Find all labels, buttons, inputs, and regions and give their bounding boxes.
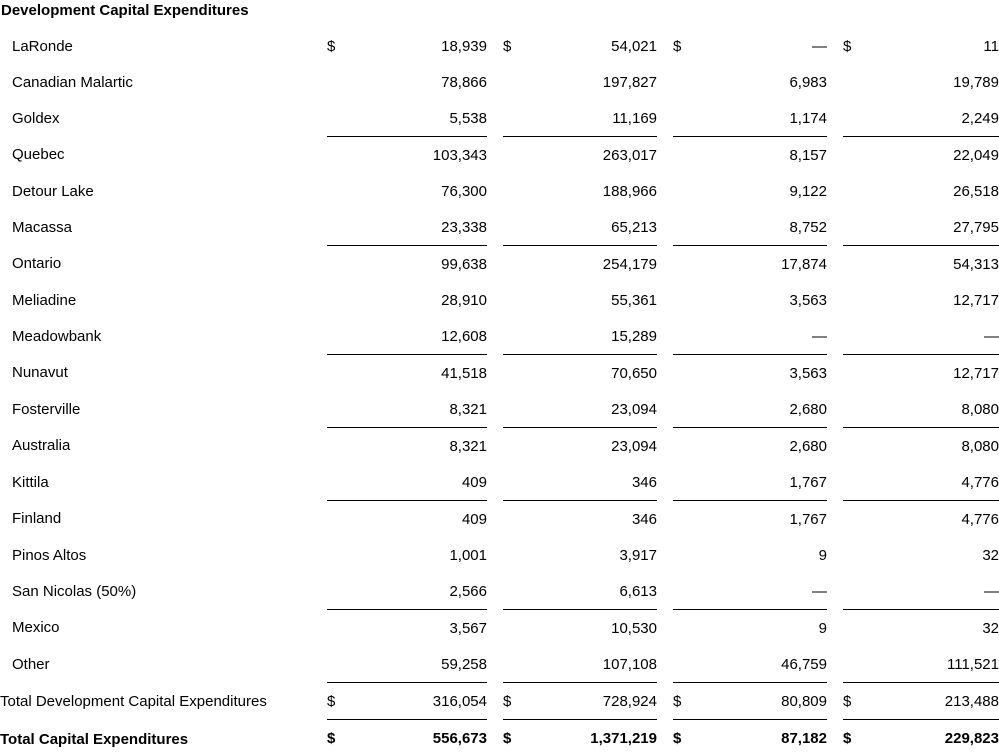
value-cell: 3,567 xyxy=(449,619,487,637)
dollar-sign-cell xyxy=(673,537,699,573)
table-row xyxy=(0,391,999,428)
dollar-sign-cell xyxy=(843,246,869,283)
value-cell: 2,249 xyxy=(869,100,999,137)
table-row xyxy=(0,246,999,283)
value-cell: 728,924 xyxy=(529,683,657,720)
value-cell: 4,776 xyxy=(961,510,999,528)
value-cell: 346 xyxy=(529,464,657,501)
table-row xyxy=(0,464,999,501)
column-gap xyxy=(487,501,503,538)
column-gap xyxy=(487,537,503,573)
table-row xyxy=(0,646,999,683)
column-gap xyxy=(827,173,843,209)
row-label: Other xyxy=(12,655,50,673)
row-label: Finland xyxy=(12,510,62,528)
value-cell: 103,343 xyxy=(432,146,487,164)
value-cell: 8,080 xyxy=(961,437,999,455)
dollar-sign-cell xyxy=(503,428,529,465)
dollar-sign-cell xyxy=(673,573,699,610)
dollar-sign-cell xyxy=(327,246,353,283)
value-cell: 32 xyxy=(982,546,999,564)
row-label: Quebec xyxy=(12,146,65,164)
column-gap xyxy=(657,318,673,355)
dollar-sign-cell xyxy=(673,318,699,355)
value-cell: 23,094 xyxy=(611,437,657,455)
table-row xyxy=(0,137,999,174)
value-cell: 229,823 xyxy=(869,720,999,753)
dollar-sign-cell xyxy=(327,100,353,137)
column-gap xyxy=(487,428,503,465)
dollar-sign-cell: $ xyxy=(503,720,529,753)
dollar-sign-cell xyxy=(673,246,699,283)
value-cell: 1,371,219 xyxy=(529,720,657,753)
table-row xyxy=(0,573,999,610)
value-cell: 8,321 xyxy=(353,391,487,428)
row-label: Goldex xyxy=(12,109,60,127)
column-gap xyxy=(487,720,503,753)
dollar-sign-cell xyxy=(327,318,353,355)
row-label: Mexico xyxy=(12,619,60,637)
row-label: Ontario xyxy=(12,255,62,273)
column-gap xyxy=(487,318,503,355)
dollar-sign-cell xyxy=(327,137,353,174)
value-cell: 5,538 xyxy=(353,100,487,137)
column-gap xyxy=(487,137,503,174)
value-cell: — xyxy=(699,573,827,610)
column-gap xyxy=(657,355,673,392)
value-cell: 188,966 xyxy=(602,182,657,200)
column-gap xyxy=(827,282,843,318)
value-cell: 54,021 xyxy=(611,37,657,55)
column-gap xyxy=(827,464,843,501)
value-cell: 107,108 xyxy=(529,646,657,683)
table-row xyxy=(0,318,999,355)
dollar-sign-cell xyxy=(503,501,529,538)
value-cell: 197,827 xyxy=(602,73,657,91)
dollar-sign-cell xyxy=(503,537,529,573)
value-cell: 9,122 xyxy=(789,182,827,200)
column-gap xyxy=(657,137,673,174)
column-gap xyxy=(657,428,673,465)
dollar-sign-cell xyxy=(673,391,699,428)
row-label: Kittila xyxy=(12,473,49,491)
dollar-sign-cell xyxy=(503,282,529,318)
dollar-sign-cell: $ xyxy=(673,683,699,720)
dollar-sign-cell xyxy=(673,428,699,465)
column-gap xyxy=(827,246,843,283)
row-label: LaRonde xyxy=(12,37,73,55)
dollar-sign-cell xyxy=(673,646,699,683)
value-cell: 8,157 xyxy=(789,146,827,164)
row-label: Canadian Malartic xyxy=(12,73,133,91)
column-gap xyxy=(827,428,843,465)
dollar-sign-cell xyxy=(503,137,529,174)
dollar-sign-cell xyxy=(327,355,353,392)
column-gap xyxy=(657,64,673,100)
dollar-sign-cell: $ xyxy=(327,37,336,55)
column-gap xyxy=(657,537,673,573)
dollar-sign-cell xyxy=(503,646,529,683)
dollar-sign-cell xyxy=(503,173,529,209)
table-row xyxy=(0,28,999,64)
column-gap xyxy=(487,282,503,318)
dollar-sign-cell xyxy=(843,318,869,355)
dollar-sign-cell xyxy=(673,464,699,501)
dollar-sign-cell xyxy=(327,501,353,538)
value-cell: 1,174 xyxy=(699,100,827,137)
value-cell: 3,563 xyxy=(789,364,827,382)
column-gap xyxy=(827,646,843,683)
value-cell: 409 xyxy=(461,510,487,528)
row-label: San Nicolas (50%) xyxy=(12,582,137,600)
dollar-sign-cell: $ xyxy=(327,683,353,720)
column-gap xyxy=(827,64,843,100)
value-cell: 55,361 xyxy=(611,291,657,309)
value-cell: 2,680 xyxy=(789,437,827,455)
table-row xyxy=(0,501,999,538)
column-gap xyxy=(827,209,843,246)
value-cell: 26,518 xyxy=(953,182,999,200)
dollar-sign-cell: $ xyxy=(503,37,512,55)
column-gap xyxy=(827,28,843,64)
column-gap xyxy=(827,683,843,720)
dollar-sign-cell xyxy=(673,64,699,100)
value-cell: — xyxy=(869,573,999,610)
row-label: Meliadine xyxy=(12,291,77,309)
dollar-sign-cell xyxy=(843,355,869,392)
value-cell: 409 xyxy=(353,464,487,501)
dollar-sign-cell xyxy=(327,428,353,465)
column-gap xyxy=(487,610,503,647)
dollar-sign-cell xyxy=(843,137,869,174)
dollar-sign-cell: $ xyxy=(503,683,529,720)
dollar-sign-cell xyxy=(843,64,869,100)
column-gap xyxy=(657,464,673,501)
table-row xyxy=(0,683,999,720)
value-cell: 59,258 xyxy=(353,646,487,683)
dollar-sign-cell xyxy=(503,318,529,355)
value-cell: 8,752 xyxy=(699,209,827,246)
column-gap xyxy=(827,501,843,538)
value-cell: 78,866 xyxy=(441,73,487,91)
dollar-sign-cell xyxy=(673,209,699,246)
value-cell: 8,321 xyxy=(449,437,487,455)
column-gap xyxy=(487,64,503,100)
dollar-sign-cell xyxy=(327,646,353,683)
row-label: Total Capital Expenditures xyxy=(0,730,189,748)
dollar-sign-cell xyxy=(843,537,869,573)
table-row xyxy=(0,173,999,209)
column-gap xyxy=(487,646,503,683)
column-gap xyxy=(487,28,503,64)
value-cell: 70,650 xyxy=(611,364,657,382)
value-cell: 254,179 xyxy=(602,255,657,273)
dollar-sign-cell xyxy=(843,573,869,610)
dollar-sign-cell xyxy=(503,391,529,428)
dollar-sign-cell xyxy=(327,173,353,209)
dollar-sign-cell xyxy=(843,209,869,246)
column-gap xyxy=(657,501,673,538)
row-label: Detour Lake xyxy=(12,182,94,200)
column-gap xyxy=(657,573,673,610)
value-cell: 19,789 xyxy=(953,73,999,91)
value-cell: 18,939 xyxy=(441,37,487,55)
dollar-sign-cell xyxy=(327,464,353,501)
value-cell: 12,717 xyxy=(953,364,999,382)
dollar-sign-cell xyxy=(503,100,529,137)
column-gap xyxy=(827,573,843,610)
dollar-sign-cell xyxy=(673,173,699,209)
row-label: Fosterville xyxy=(12,400,81,418)
table-row xyxy=(0,610,999,647)
row-label: Total Development Capital Expenditures xyxy=(0,692,267,710)
column-gap xyxy=(657,28,673,64)
value-cell: 15,289 xyxy=(529,318,657,355)
value-cell: 4,776 xyxy=(869,464,999,501)
value-cell: 80,809 xyxy=(699,683,827,720)
column-gap xyxy=(657,282,673,318)
value-cell: 54,313 xyxy=(953,255,999,273)
dollar-sign-cell: $ xyxy=(673,37,682,55)
column-gap xyxy=(487,100,503,137)
table-row xyxy=(0,100,999,137)
dollar-sign-cell xyxy=(673,282,699,318)
dollar-sign-cell xyxy=(673,137,699,174)
value-cell: 11,169 xyxy=(529,100,657,137)
value-cell: 3,563 xyxy=(789,291,827,309)
value-cell: 46,759 xyxy=(699,646,827,683)
dollar-sign-cell: $ xyxy=(843,37,852,55)
value-cell: 99,638 xyxy=(441,255,487,273)
value-cell: 213,488 xyxy=(869,683,999,720)
dollar-sign-cell xyxy=(503,610,529,647)
value-cell: 263,017 xyxy=(602,146,657,164)
value-cell: 11 xyxy=(983,37,999,55)
value-cell: 8,080 xyxy=(869,391,999,428)
value-cell: — xyxy=(869,318,999,355)
column-gap xyxy=(487,209,503,246)
column-gap xyxy=(827,137,843,174)
value-cell: 2,566 xyxy=(353,573,487,610)
dollar-sign-cell xyxy=(843,282,869,318)
value-cell: 316,054 xyxy=(353,683,487,720)
column-gap xyxy=(827,537,843,573)
column-gap xyxy=(657,246,673,283)
value-cell: 23,094 xyxy=(529,391,657,428)
dollar-sign-cell xyxy=(327,610,353,647)
dollar-sign-cell xyxy=(843,173,869,209)
column-gap xyxy=(657,209,673,246)
column-gap xyxy=(657,610,673,647)
dollar-sign-cell xyxy=(503,64,529,100)
column-gap xyxy=(487,464,503,501)
column-gap xyxy=(657,646,673,683)
value-cell: 111,521 xyxy=(869,646,999,683)
column-gap xyxy=(487,246,503,283)
row-label: Pinos Altos xyxy=(12,546,87,564)
column-gap xyxy=(827,720,843,753)
value-cell: 12,608 xyxy=(353,318,487,355)
column-gap xyxy=(827,100,843,137)
value-cell: 87,182 xyxy=(699,720,827,753)
dollar-sign-cell xyxy=(843,501,869,538)
value-cell: 28,910 xyxy=(441,291,487,309)
dollar-sign-cell xyxy=(503,355,529,392)
row-label: Macassa xyxy=(12,218,73,236)
dollar-sign-cell xyxy=(503,573,529,610)
column-gap xyxy=(827,355,843,392)
dollar-sign-cell xyxy=(503,209,529,246)
value-cell: 12,717 xyxy=(953,291,999,309)
value-cell: 17,874 xyxy=(781,255,827,273)
value-cell: 2,680 xyxy=(699,391,827,428)
value-cell: 22,049 xyxy=(953,146,999,164)
dollar-sign-cell xyxy=(673,501,699,538)
table-row xyxy=(0,209,999,246)
value-cell: 3,917 xyxy=(619,546,657,564)
dollar-sign-cell xyxy=(843,646,869,683)
value-cell: 556,673 xyxy=(353,720,487,753)
row-label: Meadowbank xyxy=(12,327,102,345)
value-cell: 9 xyxy=(818,619,827,637)
value-cell: 6,983 xyxy=(789,73,827,91)
column-gap xyxy=(487,573,503,610)
dollar-sign-cell xyxy=(503,246,529,283)
value-cell: 9 xyxy=(818,546,827,564)
column-gap xyxy=(487,173,503,209)
dollar-sign-cell xyxy=(327,391,353,428)
dollar-sign-cell xyxy=(673,100,699,137)
dollar-sign-cell xyxy=(843,428,869,465)
column-gap xyxy=(487,355,503,392)
dollar-sign-cell: $ xyxy=(327,720,353,753)
table-row xyxy=(0,64,999,100)
dollar-sign-cell xyxy=(673,355,699,392)
dollar-sign-cell: $ xyxy=(843,720,869,753)
column-gap xyxy=(657,683,673,720)
dollar-sign-cell xyxy=(843,610,869,647)
column-gap xyxy=(657,391,673,428)
dollar-sign-cell xyxy=(327,573,353,610)
dollar-sign-cell xyxy=(673,610,699,647)
dollar-sign-cell xyxy=(327,537,353,573)
table-title: Development Capital Expenditures xyxy=(1,2,249,19)
value-cell: 65,213 xyxy=(529,209,657,246)
table-row xyxy=(0,720,999,753)
value-cell: 10,530 xyxy=(611,619,657,637)
dollar-sign-cell: $ xyxy=(843,683,869,720)
dollar-sign-cell xyxy=(327,209,353,246)
value-cell: 41,518 xyxy=(441,364,487,382)
value-cell: — xyxy=(699,318,827,355)
dollar-sign-cell xyxy=(843,100,869,137)
value-cell: 76,300 xyxy=(441,182,487,200)
value-cell: 1,767 xyxy=(699,464,827,501)
dollar-sign-cell xyxy=(503,464,529,501)
dollar-sign-cell xyxy=(327,282,353,318)
dollar-sign-cell xyxy=(327,64,353,100)
table-row xyxy=(0,428,999,465)
column-gap xyxy=(827,391,843,428)
value-cell: 23,338 xyxy=(353,209,487,246)
column-gap xyxy=(827,318,843,355)
dollar-sign-cell xyxy=(843,464,869,501)
row-label: Nunavut xyxy=(12,364,68,382)
table-row xyxy=(0,537,999,573)
table-row xyxy=(0,355,999,392)
value-cell: — xyxy=(812,37,827,55)
value-cell: 1,767 xyxy=(789,510,827,528)
column-gap xyxy=(657,100,673,137)
value-cell: 27,795 xyxy=(869,209,999,246)
value-cell: 6,613 xyxy=(529,573,657,610)
value-cell: 32 xyxy=(982,619,999,637)
dollar-sign-cell xyxy=(843,391,869,428)
column-gap xyxy=(657,173,673,209)
column-gap xyxy=(827,610,843,647)
row-label: Australia xyxy=(12,437,71,455)
column-gap xyxy=(487,683,503,720)
column-gap xyxy=(487,391,503,428)
capex-data-table xyxy=(0,28,999,753)
dollar-sign-cell: $ xyxy=(673,720,699,753)
column-gap xyxy=(657,720,673,753)
value-cell: 1,001 xyxy=(449,546,487,564)
value-cell: 346 xyxy=(631,510,657,528)
table-row xyxy=(0,282,999,318)
